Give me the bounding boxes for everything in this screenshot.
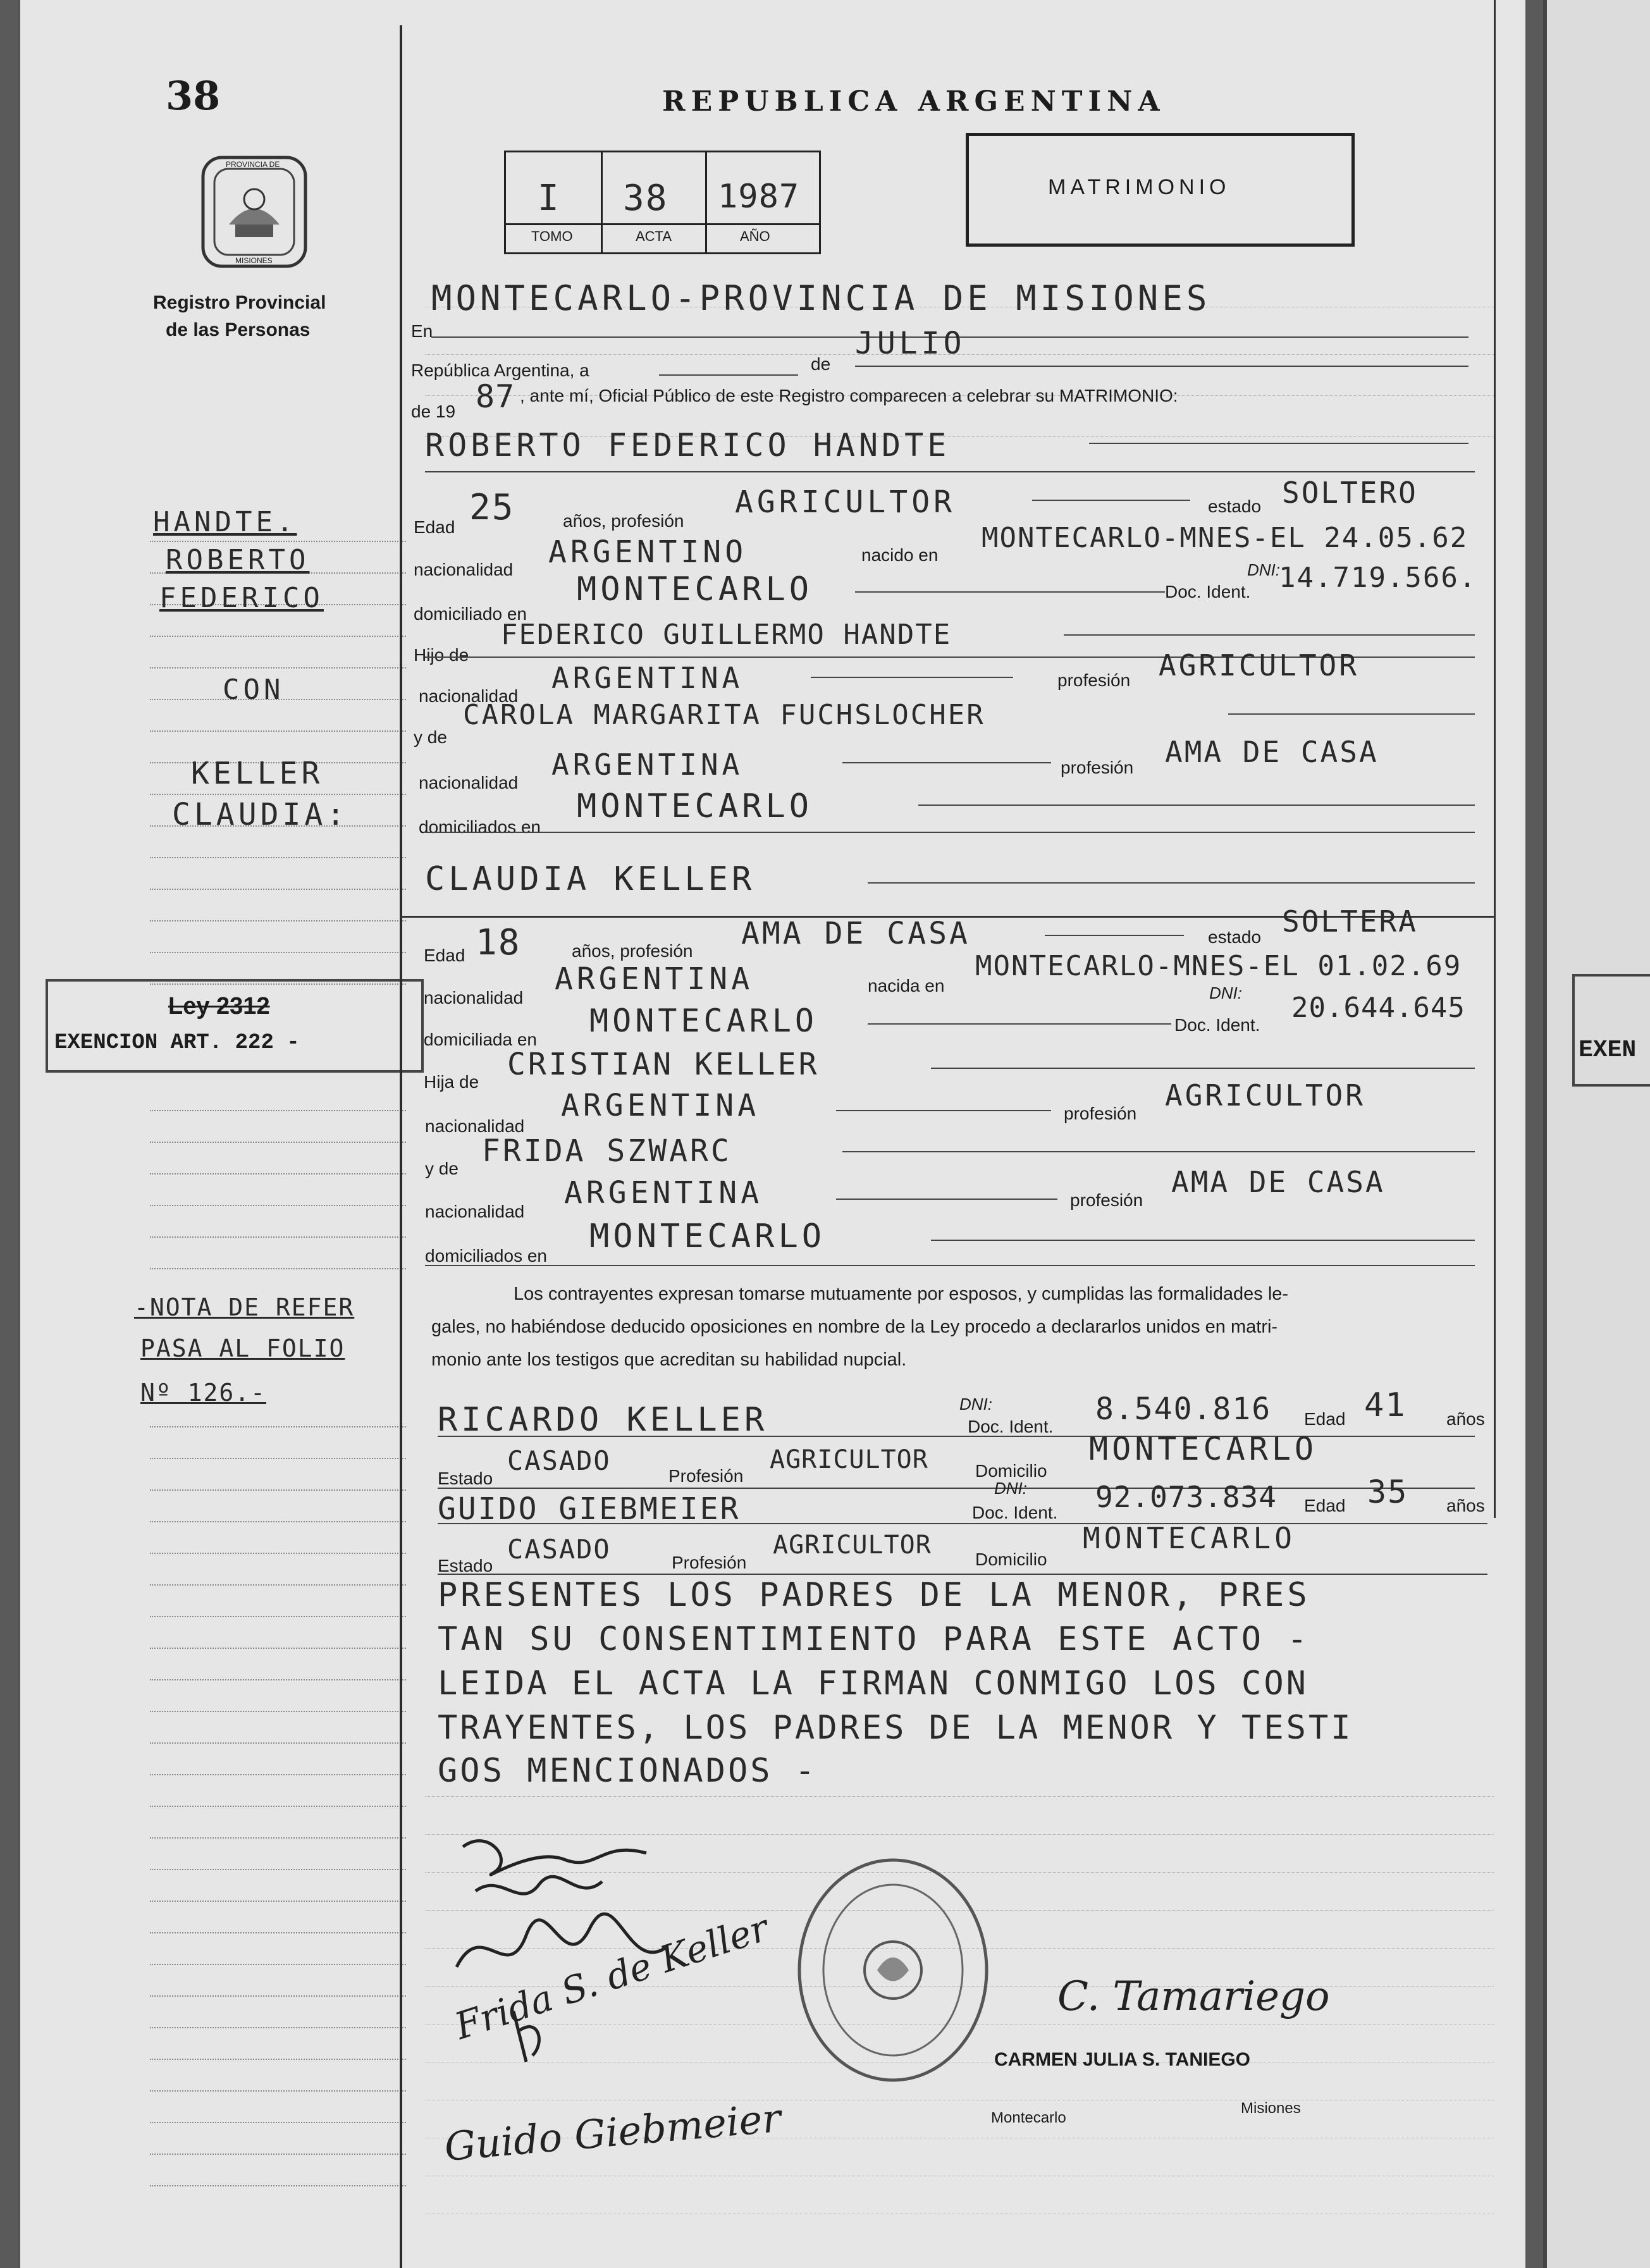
- groom-estado: SOLTERO: [1282, 476, 1418, 510]
- year-suffix: 87: [476, 378, 515, 415]
- bride-y-de-label: y de: [425, 1159, 459, 1178]
- place-right: Misiones: [1241, 2100, 1301, 2117]
- witness-1-estado-label: Estado: [438, 1469, 493, 1488]
- place-left: Montecarlo: [991, 2109, 1066, 2126]
- witness-1-anos-label: años: [1446, 1409, 1485, 1429]
- bride-father-prof-label: profesión: [1064, 1104, 1137, 1123]
- matrimonio-label: MATRIMONIO: [1048, 175, 1231, 199]
- witness-2-profesion: AGRICULTOR: [773, 1531, 932, 1560]
- declaration-line-2: gales, no habiéndose deducido oposiciones en nombre de la Ley procedo a declararlos unidos en matri-: [431, 1317, 1278, 1337]
- witness-1-estado: CASADO: [507, 1445, 611, 1476]
- margin-name-2: ROBERTO: [166, 544, 310, 576]
- seal-bottom-text: MISIONES: [235, 256, 273, 265]
- groom-edad-label: Edad: [414, 517, 455, 537]
- seal-top-text: PROVINCIA DE: [226, 160, 280, 169]
- country-title: REPUBLICA ARGENTINA: [662, 85, 1166, 118]
- adjacent-page: [1543, 0, 1650, 2268]
- note-line-2: TAN SU CONSENTIMIENTO PARA ESTE ACTO -: [438, 1620, 1310, 1658]
- bride-mother: FRIDA SZWARC: [482, 1133, 732, 1169]
- witness-2-profesion-label: Profesión: [672, 1553, 747, 1572]
- groom-y-de-label: y de: [414, 727, 447, 747]
- bride-father-prof: AGRICULTOR: [1165, 1078, 1365, 1112]
- witness-1-doc: 8.540.816: [1095, 1391, 1272, 1427]
- groom-name: ROBERTO FEDERICO HANDTE: [425, 427, 951, 464]
- witness-2-anos-label: años: [1446, 1496, 1485, 1515]
- margin-name-1: HANDTE.: [153, 506, 297, 538]
- seal-icon: [200, 155, 308, 269]
- note-line-3: LEIDA EL ACTA LA FIRMAN CONMIGO LOS CON: [438, 1665, 1308, 1703]
- groom-mother-nac: ARGENTINA: [551, 748, 744, 782]
- groom-father-prof-label: profesión: [1057, 670, 1131, 690]
- acta-value: 38: [623, 178, 668, 219]
- groom-doc-label: Doc. Ident.: [1165, 582, 1251, 601]
- bride-nacida-label: nacida en: [868, 976, 945, 995]
- note-line-5: GOS MENCIONADOS -: [438, 1752, 818, 1790]
- bride-dni-tag: DNI:: [1209, 983, 1242, 1002]
- bride-mother-nac-label: nacionalidad: [425, 1202, 525, 1221]
- groom-father-prof: AGRICULTOR: [1159, 648, 1359, 682]
- bride-doc-label: Doc. Ident.: [1174, 1015, 1260, 1035]
- bride-anos-profesion-label: años, profesión: [572, 941, 693, 961]
- witness-2-edad-label: Edad: [1304, 1496, 1346, 1515]
- groom-mother-prof-label: profesión: [1061, 758, 1134, 777]
- year-prefix: de 19: [411, 402, 456, 421]
- intro-text: , ante mí, Oficial Público de este Registro comparecen a celebrar su MATRIMONIO:: [520, 386, 1178, 405]
- witness-1-profesion: AGRICULTOR: [770, 1445, 928, 1474]
- witness-2-domicilio: MONTECARLO: [1083, 1521, 1296, 1555]
- bride-name: CLAUDIA KELLER: [425, 860, 756, 898]
- witness-1-name: RICARDO KELLER: [438, 1401, 768, 1439]
- acta-label: ACTA: [636, 228, 672, 244]
- note-line-1: PRESENTES LOS PADRES DE LA MENOR, PRES: [438, 1576, 1310, 1614]
- matrimonio-box: [966, 133, 1355, 247]
- witness-1-edad-label: Edad: [1304, 1409, 1346, 1429]
- bride-father-nac-label: nacionalidad: [425, 1116, 525, 1136]
- bride-hija-label: Hija de: [424, 1072, 479, 1092]
- stamp-ley: Ley 2312: [168, 993, 270, 1020]
- witness-1-doc-label: Doc. Ident.: [968, 1417, 1054, 1436]
- groom-nacionalidad: ARGENTINO: [548, 534, 748, 570]
- margin-name-4: KELLER: [191, 756, 324, 791]
- witness-1-edad: 41: [1364, 1386, 1407, 1424]
- bride-nacionalidad-label: nacionalidad: [424, 988, 524, 1008]
- republica-label: República Argentina, a: [411, 361, 589, 380]
- folio-number: 38: [166, 73, 221, 119]
- witness-2-doc-label: Doc. Ident.: [972, 1503, 1058, 1522]
- groom-anos-profesion-label: años, profesión: [563, 511, 684, 531]
- groom-mother-nac-label: nacionalidad: [419, 773, 519, 792]
- ano-label: AÑO: [740, 228, 770, 244]
- registry-stamp: [795, 1856, 991, 2084]
- bride-estado-label: estado: [1208, 927, 1262, 947]
- bride-mother-prof-label: profesión: [1070, 1190, 1143, 1210]
- witness-2-dni-tag: DNI:: [994, 1479, 1027, 1498]
- tomo-label: TOMO: [531, 228, 573, 244]
- document-page: [18, 0, 1525, 2268]
- adjacent-stamp: [1572, 974, 1650, 1087]
- witness-1-profesion-label: Profesión: [668, 1466, 744, 1486]
- margin-name-3: FEDERICO: [159, 582, 324, 614]
- witness-2-doc: 92.073.834: [1095, 1480, 1277, 1514]
- adjacent-stamp-text: EXEN: [1579, 1037, 1637, 1064]
- groom-dni-tag: DNI:: [1247, 560, 1280, 579]
- witness-2-domicilio-label: Domicilio: [975, 1550, 1047, 1569]
- bride-edad-label: Edad: [424, 946, 465, 965]
- witness-1-dni-tag: DNI:: [959, 1395, 992, 1414]
- groom-hijo-label: Hijo de: [414, 645, 469, 665]
- groom-domiciliados-label: domiciliados en: [419, 817, 541, 837]
- bride-domicilio: MONTECARLO: [589, 1002, 818, 1039]
- witness-2-estado: CASADO: [507, 1534, 611, 1565]
- tomo-acta-box: [504, 151, 821, 254]
- registry-line1: Registro Provincial: [153, 292, 326, 313]
- official-name: CARMEN JULIA S. TANIEGO: [994, 2049, 1251, 2070]
- groom-parents-dom: MONTECARLO: [577, 787, 813, 825]
- bride-parents-dom: MONTECARLO: [589, 1217, 826, 1255]
- bride-mother-prof: AMA DE CASA: [1171, 1165, 1385, 1199]
- registry-line2: de las Personas: [166, 319, 311, 340]
- groom-father-nac-label: nacionalidad: [419, 686, 519, 706]
- declaration-line-3: monio ante los testigos que acreditan su habilidad nupcial.: [431, 1350, 907, 1370]
- ano-value: 1987: [718, 178, 800, 216]
- groom-nacido-label: nacido en: [861, 545, 939, 565]
- groom-profesion: AGRICULTOR: [735, 484, 956, 520]
- place-value: MONTECARLO-PROVINCIA DE MISIONES: [431, 278, 1211, 318]
- column-divider: [400, 25, 402, 2268]
- tomo-value: I: [538, 178, 563, 219]
- witness-1-domicilio: MONTECARLO: [1089, 1431, 1318, 1467]
- margin-name-5: CLAUDIA:: [172, 797, 349, 832]
- groom-mother: CAROLA MARGARITA FUCHSLOCHER: [463, 699, 985, 731]
- month-value: JULIO: [855, 326, 966, 361]
- bride-profesion: AMA DE CASA: [741, 916, 970, 951]
- groom-father: FEDERICO GUILLERMO HANDTE: [501, 619, 952, 651]
- margin-note-2: PASA AL FOLIO: [140, 1334, 345, 1362]
- bride-father-nac: ARGENTINA: [561, 1088, 760, 1123]
- de-label: de: [811, 354, 831, 374]
- groom-nacido: MONTECARLO-MNES-EL 24.05.62: [982, 522, 1468, 554]
- witness-2-estado-label: Estado: [438, 1556, 493, 1575]
- groom-edad: 25: [469, 487, 515, 528]
- province-seal: [200, 155, 308, 269]
- exencion-stamp: [46, 979, 424, 1073]
- bride-estado: SOLTERA: [1282, 904, 1418, 939]
- witness-2-edad: 35: [1367, 1474, 1408, 1510]
- groom-father-nac: ARGENTINA: [551, 661, 744, 695]
- signature-frida: Frida S. de Keller: [449, 1906, 774, 2048]
- groom-mother-prof: AMA DE CASA: [1165, 735, 1379, 769]
- bride-nacionalidad: ARGENTINA: [555, 961, 754, 997]
- bride-edad: 18: [476, 922, 521, 963]
- note-line-4: TRAYENTES, LOS PADRES DE LA MENOR Y TESTI: [438, 1709, 1353, 1747]
- witness-1-domicilio-label: Domicilio: [975, 1461, 1047, 1481]
- bride-mother-nac: ARGENTINA: [564, 1175, 763, 1211]
- groom-doc: 14.719.566.: [1279, 562, 1477, 594]
- groom-nacionalidad-label: nacionalidad: [414, 560, 514, 579]
- official-seal-icon: [795, 1856, 991, 2084]
- groom-estado-label: estado: [1208, 496, 1262, 516]
- signature-guido: Guido Giebmeier: [442, 2094, 783, 2171]
- margin-note-3: Nº 126.-: [140, 1379, 267, 1407]
- groom-domiciliado-label: domiciliado en: [414, 604, 527, 624]
- margin-con: CON: [223, 674, 285, 706]
- groom-domicilio: MONTECARLO: [577, 570, 813, 608]
- en-label: En: [411, 321, 433, 341]
- bride-doc: 20.644.645: [1291, 992, 1465, 1024]
- bride-domiciliados-label: domiciliados en: [425, 1246, 547, 1266]
- bride-father: CRISTIAN KELLER: [507, 1047, 820, 1082]
- declaration-line-1: Los contrayentes expresan tomarse mutuamente por esposos, y cumplidas las formalidades le-: [514, 1284, 1289, 1304]
- signature-official: C. Tamariego: [1057, 1973, 1330, 2020]
- right-border: [1494, 0, 1496, 1518]
- bride-domiciliada-label: domiciliada en: [424, 1030, 537, 1049]
- bride-nacida: MONTECARLO-MNES-EL 01.02.69: [975, 950, 1462, 982]
- stamp-exencion: EXENCION ART. 222 -: [54, 1031, 300, 1055]
- margin-note-1: -NOTA DE REFER: [134, 1293, 355, 1321]
- witness-2-name: GUIDO GIEBMEIER: [438, 1491, 741, 1527]
